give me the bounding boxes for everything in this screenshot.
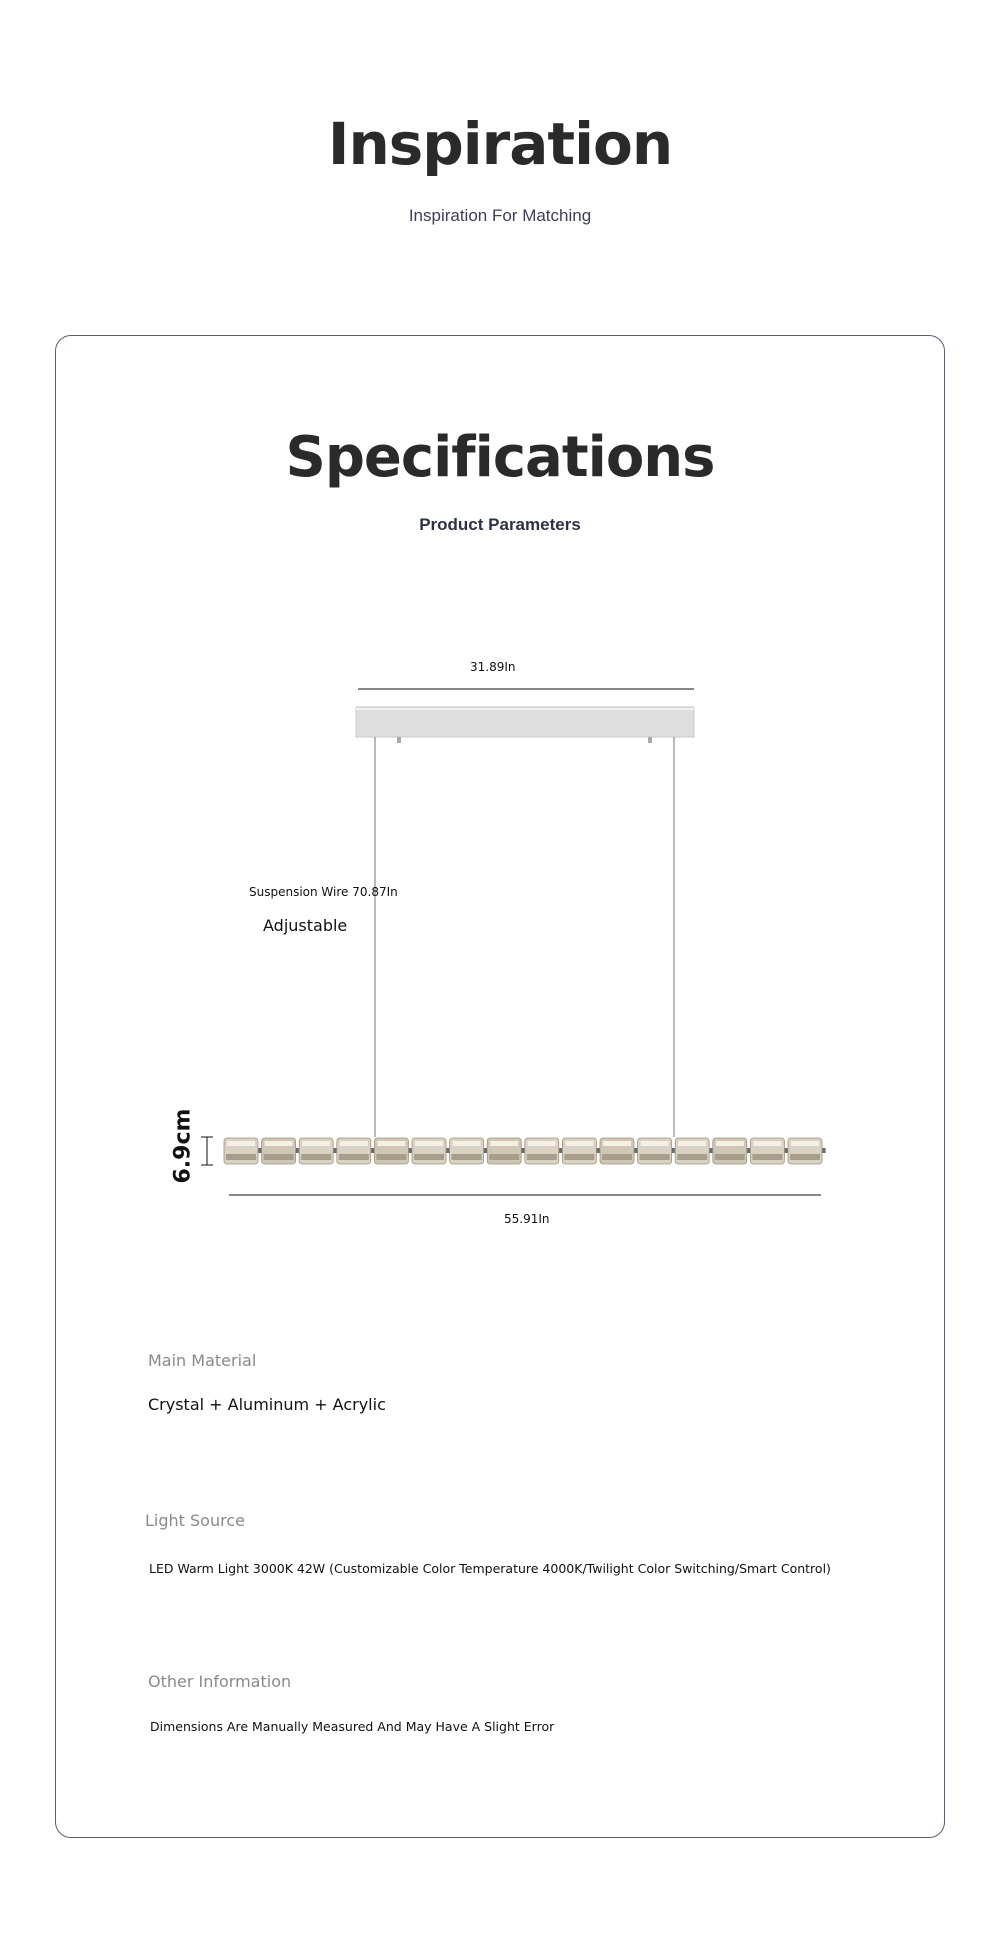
crystal-highlight: [753, 1141, 781, 1146]
wire-length-label: Suspension Wire 70.87In: [249, 885, 398, 899]
crystal-shade: [752, 1154, 782, 1160]
crystal-shade: [564, 1154, 594, 1160]
crystal-shade: [301, 1154, 331, 1160]
crystal-shade: [677, 1154, 707, 1160]
canopy-width-label: 31.89In: [470, 660, 516, 674]
crystal-highlight: [603, 1141, 631, 1146]
bar-length-label: 55.91In: [504, 1212, 550, 1226]
crystal-highlight: [377, 1141, 405, 1146]
crystal-highlight: [340, 1141, 368, 1146]
crystal-highlight: [265, 1141, 293, 1146]
crystal-highlight: [716, 1141, 744, 1146]
crystal-shade: [489, 1154, 519, 1160]
crystal-shade: [602, 1154, 632, 1160]
crystal-shade: [376, 1154, 406, 1160]
crystal-shade: [640, 1154, 670, 1160]
crystal-light-bar: [224, 1138, 826, 1164]
crystal-shade: [715, 1154, 745, 1160]
light-source-value: LED Warm Light 3000K 42W (Customizable Color Temperature 4000K/Twilight Color Switching/Smart Control): [149, 1561, 831, 1576]
light-source-label: Light Source: [145, 1511, 245, 1530]
crystal-shade: [414, 1154, 444, 1160]
crystal-shade: [264, 1154, 294, 1160]
crystal-highlight: [528, 1141, 556, 1146]
crystal-shade: [339, 1154, 369, 1160]
crystal-highlight: [415, 1141, 443, 1146]
main-material-label: Main Material: [148, 1351, 257, 1370]
crystal-highlight: [565, 1141, 593, 1146]
wire-adjustable-label: Adjustable: [263, 916, 348, 935]
crystal-highlight: [641, 1141, 669, 1146]
crystal-shade: [452, 1154, 482, 1160]
crystal-highlight: [678, 1141, 706, 1146]
crystal-highlight: [453, 1141, 481, 1146]
crystal-shade: [790, 1154, 820, 1160]
wire-anchor-left: [397, 737, 401, 743]
other-information-value: Dimensions Are Manually Measured And May Have A Slight Error: [150, 1719, 555, 1734]
other-information-label: Other Information: [148, 1672, 292, 1691]
crystal-highlight: [490, 1141, 518, 1146]
height-label: 6.9cm: [170, 1108, 196, 1184]
inspiration-subtitle: Inspiration For Matching: [408, 206, 592, 225]
crystal-shade: [226, 1154, 256, 1160]
crystal-shade: [527, 1154, 557, 1160]
specifications-title: Specifications: [285, 425, 715, 490]
crystal-highlight: [227, 1141, 255, 1146]
main-material-value: Crystal + Aluminum + Acrylic: [148, 1395, 386, 1414]
crystal-highlight: [302, 1141, 330, 1146]
canopy: [356, 707, 694, 737]
specifications-subtitle: Product Parameters: [419, 515, 581, 534]
inspiration-title: Inspiration: [327, 110, 673, 178]
crystal-highlight: [791, 1141, 819, 1146]
wire-anchor-right: [648, 737, 652, 743]
